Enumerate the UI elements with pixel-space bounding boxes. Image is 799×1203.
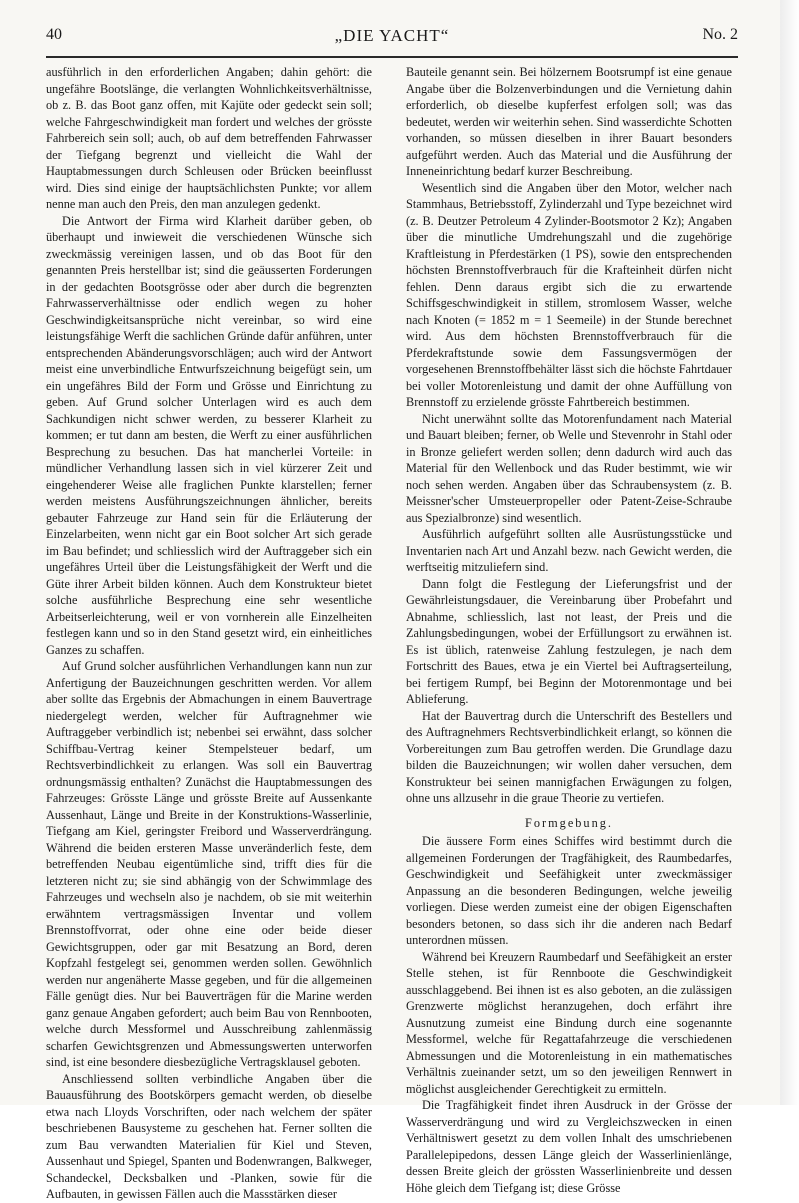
paragraph: ausführlich in den erforderlichen Angaben; dahin gehört: die ungefähre Bootslänge, die verlangten Wohnlichkeitsverhältnisse, ob z. B. das Boot ganz offen, mit Kajüte oder gedeckt sein soll; welche Fahrgeschwindigkeit man fordert und welches der grösste Fahrbereich sein soll; auch, ob auf dem betreffenden Fahrwasser der Tiefgang begrenzt und vielleicht die Wahl der Hauptabmessungen durch Schleusen oder Brücken beeinflusst wird. Dies sind einige der hauptsächlichsten Punkte; vor allem nenne man auch den Preis, den man anzulegen gedenkt. [46, 65, 372, 211]
paragraph: Anschliessend sollten verbindliche Angaben über die Bauausführung des Bootskörpers gemacht werden, ob dieselbe etwa nach Lloyds Vorschriften, oder nach welchem der später beschriebenen Bausysteme zu geschehen hat. Ferner sollten die zum Bau verwandten Materialien für Kiel und Steven, Aussenhaut und Spiegel, Spanten und Bodenwrangen, Balkweger, Schandeckel, Decksbalken und -Planken, sowie für die Aufbauten, in gewissen Fällen auch die Massstärken dieser [46, 1071, 372, 1201]
scan-edge [780, 0, 799, 1105]
paragraph: Die Tragfähigkeit findet ihren Ausdruck in der Grösse der Wasserverdrängung und wird zu Vergleichszwecken in einen Verhältniswert gesetzt zu dem vollen Inhalt des umschriebenen Parallelepipedons, dessen Länge gleich der Wasserlinienlänge, dessen Breite gleich der grössten Wasserlinienbreite und dessen Höhe gleich dem Tiefgang ist; diese Grösse [406, 1098, 732, 1195]
paragraph: Auf Grund solcher ausführlichen Verhandlungen kann nun zur Anfertigung der Bauzeichnungen geschritten werden. Vor allem aber sollte das Ergebnis der Abmachungen in einem Bauvertrage niedergelegt werden, welcher für Auftragnehmer wie Auftraggeber verbindlich ist; nebenbei sei erwähnt, dass solcher Schiffbau-Vertrag keiner Stempelsteuer bedarf, um Rechtsverbindlichkeit zu erlangen. Was soll ein Bauvertrag ordnungsmässig enthalten? Zunächst die Hauptabmessungen des Fahrzeuges: Grösste Länge und grösste Breite auf Aussenkante Aussenhaut, Länge und Breite in der Konstruktions-Wasserlinie, Tiefgang am Kiel, geringster Freibord und Wasserverdrängung. Während die beiden ersteren Masse unveränderlich feste, dem betreffenden Neubau eigentümliche sind, trifft dies für die letzteren nicht zu; sie sind abhängig von der Schwimmlage des Fahrzeuges und wechseln also je nachdem, ob sie mit weiterhin erwähntem vertragsmässigen Inventar und vollem Brennstoffvorrat, oder ohne eine oder beide dieser Gewichtsgruppen, oder gar mit Besatzung an Bord, deren Kopfzahl festgelegt sei, genommen werden sollen. Gewöhnlich werden nur angenäherte Masse gegeben, und für die allgemeinen Fälle genügt dies. Nur bei Bauverträgen für die Marine werden ganz genaue Angaben gefordert; auch beim Bau von Rennbooten, welche durch Messformel und Ausschreibung zahlenmässig scharfen Gewichtsgrenzen und Abmessungswerten unterworfen sind, ist eine besondere diesbezügliche Vertragsklausel geboten. [46, 659, 372, 1069]
right-column [406, 64, 732, 1196]
section-heading: Formgebung. [525, 815, 613, 830]
paragraph: Bauteile genannt sein. Bei hölzernem Bootsrumpf ist eine genaue Angabe über die Bolzenverbindungen und die Vernietung dahin erforderlich, ob dieselbe kupferfest erfolgen soll; was das bedeutet, werden wir weiterhin sehen. Sind wasserdichte Schotten vorhanden, so müssen dieselben in ihrer Bauart besonders aufgeführt werden. Auch das Material und die Ausführung der Inneneinrichtung bedarf kurzer Beschreibung. [406, 65, 732, 178]
paragraph: Wesentlich sind die Angaben über den Motor, welcher nach Stammhaus, Betriebsstoff, Zylinderzahl und Type bezeichnet wird (z. B. Deutzer Petroleum 4 Zylinder-Bootsmotor 2 Kz); Angaben über die minutliche Umdrehungszahl und die zugehörige Kraftleistung in Pferdestärken (1 PS), sowie den entsprechenden höchsten Brennstoffverbrauch für die Krafteinheit dürfen nicht fehlen. Denn daraus ergibt sich die zu erwartende Schiffsgeschwindigkeit in stillem, stromlosem Wasser, welche nach Knoten (= 1852 m = 1 Seemeile) in der Stunde berechnet wird. Aus dem höchsten Brennstoffverbrauch für die Pferdekraftstunde sowie dem Fassungsvermögen der vorgesehenen Brennstoffbehälter lässt sich die höchste Fahrtdauer bei voller Motorenleistung und damit der ohne Auffüllung von Brennstoff zu erzielende grösste Fahrtbereich bestimmen. [406, 180, 732, 409]
journal-title: „DIE YACHT“ [334, 26, 450, 45]
paragraph: Während bei Kreuzern Raumbedarf und Seefähigkeit an erster Stelle stehen, ist für Rennboote die Geschwindigkeit ausschlaggebend. Bei ihnen ist es also geboten, an die zulässigen Grenzwerte möglichst heranzugehen, doch erfährt ihre Ausnutzung zumeist eine Bindung durch eine sogenannte Messformel, welche für Regattafahrzeuge die verschiedenen Abmessungen und die Motorenleistung in ein mathematisches Verhältnis zueinander setzt, um so den jeweiligen Rennwert in möglichst ausgleichender Gerechtigkeit zu ermitteln. [406, 949, 732, 1096]
header-rule [46, 56, 738, 58]
page-header [46, 26, 738, 56]
issue-number: No. 2 [702, 26, 738, 43]
page-number: 40 [46, 26, 62, 43]
paragraph: Die Antwort der Firma wird Klarheit darüber geben, ob überhaupt und inwieweit die verschiedenen Wünsche sich zweckmässig vereinigen lassen, und ob das Boot für den genannten Preis herstellbar ist; sind die geäusserten Forderungen in der gedachten Bootsgrösse oder aber durch die begrenzten Fahrwasserverhältnisse oder endlich wegen zu hoher Geschwindigkeitsansprüche nicht vereinbar, so wird eine leistungsfähige Werft die sachlichen Gründe dafür anführen, unter entsprechenden Abänderungsvorschlägen; auch wird der Antwort meist eine unverbindliche Entwurfszeichnung beigefügt sein, um ein ungefähres Bild der Form und Grösse und Einrichtung zu geben. Auf Grund solcher Unterlagen wird es auch dem Sachkundigen nicht schwer werden, zu besserer Klarheit zu kommen; er tut dann am besten, die Werft zu einer ausführlichen Besprechung zu besuchen. Das hat mancherlei Vorteile: in mündlicher Verhandlung lassen sich in viel kürzerer Zeit und eingehenderer Weise alle fraglichen Punkte klarstellen; ferner werden meistens Ausführungszeichnungen ähnlicher, bereits gebauter Fahrzeuge zur Hand sein für die Erläuterung der Einzelarbeiten, wenn nicht gar ein Boot solcher Art sich gerade im Bau befindet; und schliesslich wird der Auftraggeber sich ein ungefähres Urteil über die Leistungsfähigkeit der Werft und die Güte ihrer Arbeit bilden können. Auch dem Konstrukteur bietet solche ausführliche Besprechung eine sehr wesentliche Arbeitserleichterung, weil er von vornherein alle Einzelheiten festlegen kann und so in den Stand gesetzt wird, ein einheitliches Ganzes zu schaffen. [46, 213, 372, 657]
left-column [46, 64, 372, 1203]
paragraph: Hat der Bauvertrag durch die Unterschrift des Bestellers und des Auftragnehmers Rechtsverbindlichkeit erlangt, so können die Vorbereitungen zum Bau getroffen werden. Die Grundlage dazu bilden die Bauzeichnungen; wir wollen daher versuchen, dem Konstrukteur bei seinen mannigfachen Erwägungen zu folgen, ohne uns allzusehr in die graue Theorie zu vertiefen. [406, 708, 732, 805]
paragraph: Die äussere Form eines Schiffes wird bestimmt durch die allgemeinen Forderungen der Tragfähigkeit, des Raumbedarfes, Geschwindigkeit und Seefähigkeit unter zweckmässiger Anpassung an die besonderen Bedingungen, welche jeweilig vorliegen. Diese werden zumeist eine der obigen Eigenschaften besonders betonen, so dass sich ihr die anderen nach Bedarf unterordnen müssen. [406, 834, 732, 947]
paragraph: Dann folgt die Festlegung der Lieferungsfrist und der Gewährleistungsdauer, die Vereinbarung über Probefahrt und Abnahme, schliesslich, last not least, der Preis und die Zahlungsbedingungen, wobei der Erfüllungsort zu erwähnen ist. Es ist üblich, ratenweise Zahlung festzulegen, je nach dem Fortschritt des Baues, etwa je ein Viertel bei Auftragserteilung, bei fertigem Rumpf, bei Beginn der Motorenmontage und bei Ablieferung. [406, 576, 732, 706]
paragraph: Nicht unerwähnt sollte das Motorenfundament nach Material und Bauart bleiben; ferner, ob Welle und Stevenrohr in Stahl oder in Bronze geliefert werden sollen; denn dadurch wird auch das Material für den Wellenbock und das Ruder bestimmt, wie wir noch sehen werden. Angaben über das Schraubensystem (z. B. Meissner'scher Umsteuerpropeller oder Patent-Zeise-Schraube aus Spezialbronze) sind wesentlich. [406, 411, 732, 525]
paragraph: Ausführlich aufgeführt sollten alle Ausrüstungsstücke und Inventarien nach Art und Anzahl bezw. nach Gewicht werden, die werftseitig mitzuliefern sind. [406, 527, 732, 574]
